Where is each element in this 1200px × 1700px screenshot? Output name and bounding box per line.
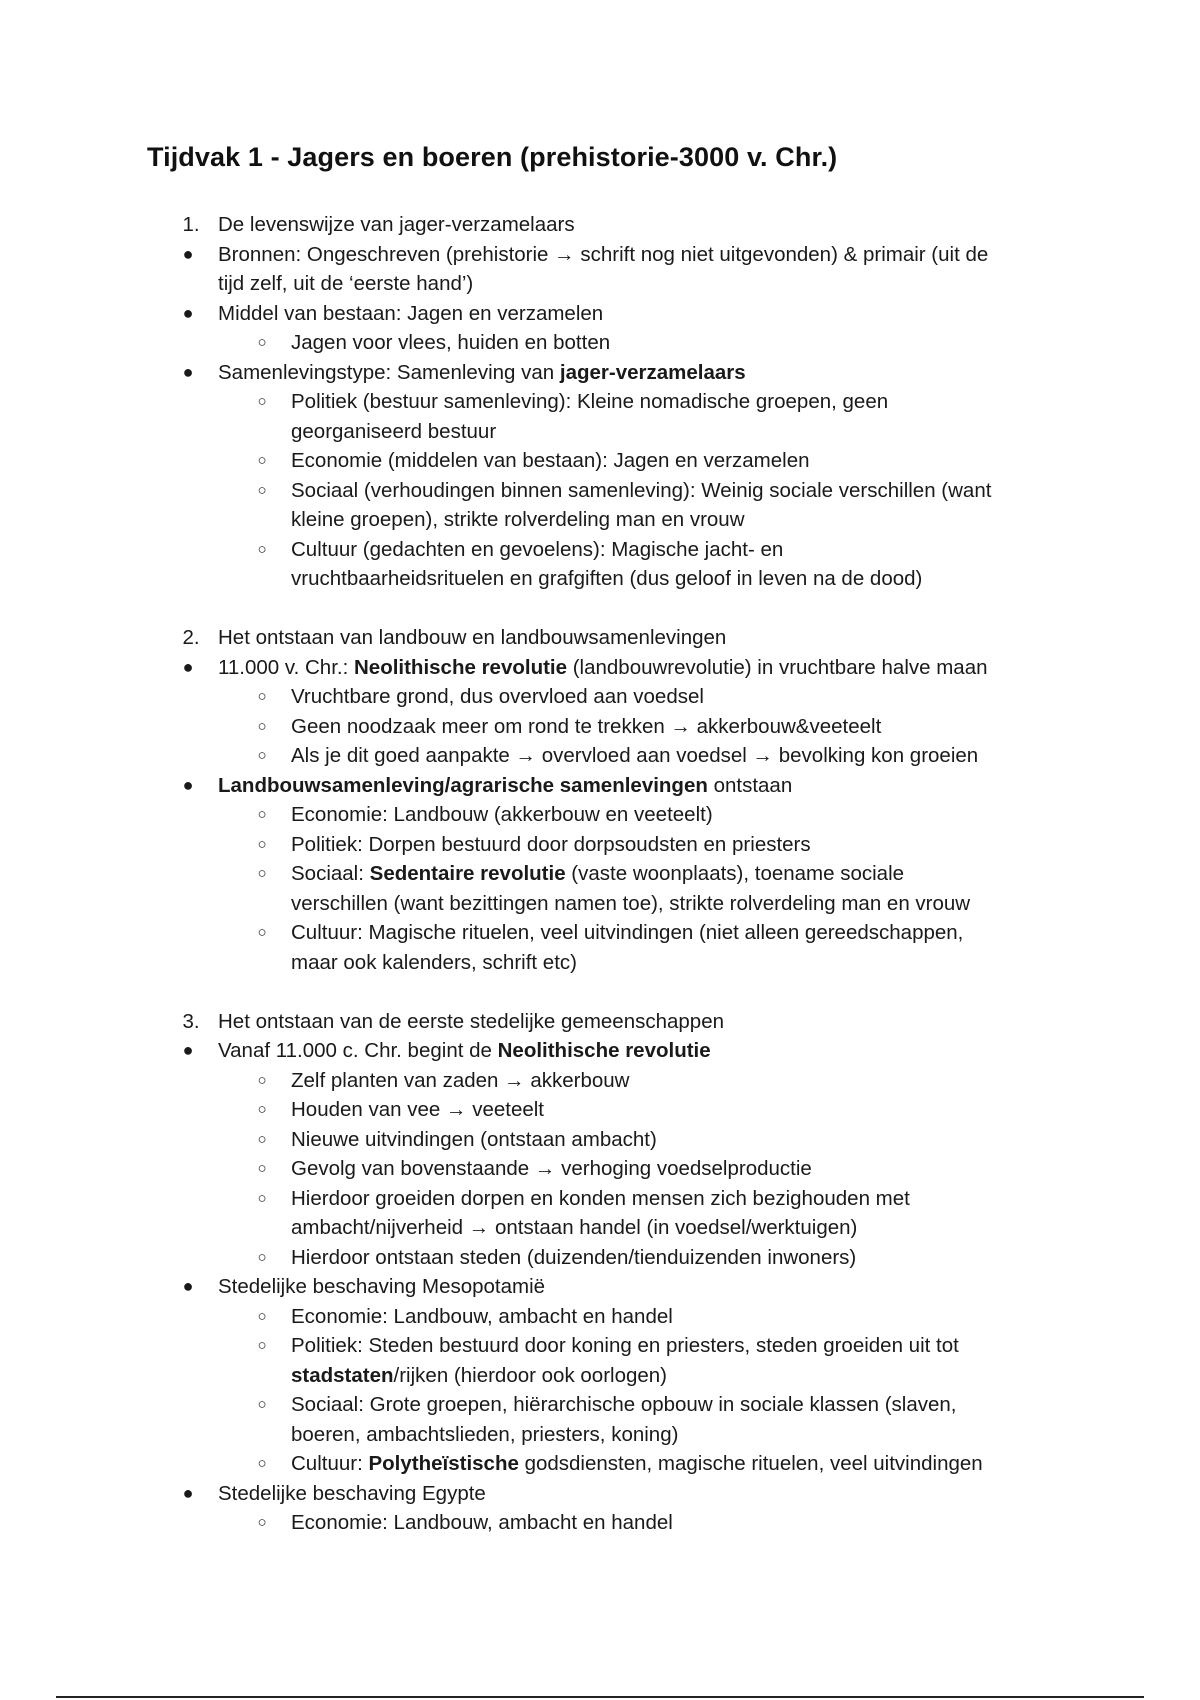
sub-bullet-text: Economie: Landbouw, ambacht en handel: [291, 1511, 673, 1534]
sub-bullet-text: Economie: Landbouw, ambacht en handel: [291, 1304, 673, 1328]
bullet-item: [0, 240, 1200, 299]
sub-bullet-text-line: Politiek: Steden bestuurd door koning en priesters, steden groeiden uit tot: [291, 1334, 959, 1357]
sub-bullet-marker: ○: [257, 1455, 267, 1472]
sub-bullet-item: [0, 446, 1200, 476]
sub-bullet-text: Politiek: Dorpen bestuurd door dorpsoudsten en priesters: [291, 832, 811, 856]
bullet-item: [0, 1479, 1200, 1509]
sub-bullet-text: Houden van vee → veeteelt: [291, 1098, 544, 1121]
list-number: 2.: [182, 626, 200, 649]
sub-bullet-item: [0, 830, 1200, 860]
bullet-text: Middel van bestaan: Jagen en verzamelen: [218, 301, 604, 325]
bold-term: Neolithische revolutie: [497, 1039, 711, 1062]
sub-bullet-text: Economie (middelen van bestaan): Jagen en verzamelen: [291, 449, 810, 472]
bullet-marker: ●: [182, 302, 194, 323]
sub-bullet-item: [0, 535, 1200, 594]
sub-bullet-text: Gevolg van bovenstaande → verhoging voedselproductie: [291, 1157, 812, 1180]
sub-bullet-marker: ○: [257, 1071, 267, 1089]
bullet-marker: ●: [182, 774, 194, 795]
sub-bullet-item: [0, 859, 1200, 918]
bullet-text: ontstaan: [707, 773, 793, 797]
sub-bullet-item: [0, 1508, 1200, 1538]
sub-bullet-text-line: Cultuur (gedachten en gevoelens): Magische jacht- en: [291, 537, 784, 561]
section-heading-text: Het ontstaan van de eerste stedelijke gemeenschappen: [218, 1009, 725, 1033]
sub-bullet-item: [0, 741, 1200, 771]
sub-bullet-text-line: maar ook kalenders, schrift etc): [291, 950, 577, 974]
sub-bullet-text: Geen noodzaak meer om rond te trekken → akkerbouw&veeteelt: [291, 714, 882, 738]
list-number: 3.: [182, 1009, 200, 1033]
sub-bullet-text: Jagen voor vlees, huiden en botten: [291, 331, 611, 354]
list-number: 1.: [182, 213, 200, 236]
sub-bullet-item: [0, 918, 1200, 977]
sub-bullet-text: Nieuwe uitvindingen (ontstaan ambacht): [291, 1127, 657, 1151]
section-spacer: [0, 594, 1200, 624]
bullet-text: Stedelijke beschaving Egypte: [218, 1481, 486, 1505]
bullet-item: [0, 358, 1200, 388]
sub-bullet-marker: ○: [257, 452, 267, 469]
sub-bullet-marker: ○: [257, 334, 267, 351]
sub-bullet-item: [0, 1125, 1200, 1155]
sub-bullet-text: Vruchtbare grond, dus overvloed aan voedsel: [291, 685, 704, 708]
sub-bullet-marker: ○: [257, 1514, 267, 1531]
sub-bullet-marker: ○: [257, 1307, 267, 1325]
bullet-text: Vanaf 11.000 c. Chr. begint de: [218, 1039, 498, 1062]
sub-bullet-text-line: boeren, ambachtslieden, priesters, koning): [291, 1422, 679, 1446]
page-title: Tijdvak 1 - Jagers en boeren (prehistorie-3000 v. Chr.): [147, 142, 838, 172]
sub-bullet-item: [0, 1449, 1200, 1479]
bold-term: Neolithische revolutie: [353, 655, 568, 679]
section-heading: [0, 1007, 1200, 1037]
sub-bullet-text: Cultuur:: [291, 1452, 369, 1475]
bullet-marker: ●: [182, 1482, 194, 1503]
sub-bullet-text: /rijken (hierdoor ook oorlogen): [393, 1363, 668, 1387]
section-spacer: [0, 977, 1200, 1007]
sub-bullet-text-line: ambacht/nijverheid → ontstaan handel (in voedsel/werktuigen): [291, 1216, 858, 1239]
sub-bullet-text: Hierdoor ontstaan steden (duizenden/tienduizenden inwoners): [291, 1245, 857, 1269]
sub-bullet-item: [0, 1066, 1200, 1096]
sub-bullet-text: Zelf planten van zaden → akkerbouw: [291, 1068, 630, 1092]
sub-bullet-item: [0, 1095, 1200, 1125]
bullet-item: [0, 653, 1200, 683]
sub-bullet-item: [0, 1154, 1200, 1184]
bold-term: Landbouwsamenleving/agrarische samenlevingen: [218, 773, 708, 797]
sub-bullet-text: Economie: Landbouw (akkerbouw en veeteelt): [291, 803, 713, 826]
sub-bullet-marker: ○: [257, 1130, 267, 1148]
sub-bullet-item: [0, 800, 1200, 830]
sub-bullet-item: [0, 712, 1200, 742]
sub-bullet-marker: ○: [257, 1337, 267, 1354]
bullet-item: [0, 299, 1200, 329]
sub-bullet-item: [0, 682, 1200, 712]
sub-bullet-item: [0, 1390, 1200, 1449]
sub-bullet-marker: ○: [257, 1101, 267, 1118]
sub-bullet-text: (vaste woonplaats), toename sociale: [565, 862, 905, 885]
bullet-text: 11.000 v. Chr.:: [218, 655, 354, 679]
sub-bullet-marker: ○: [257, 1396, 267, 1413]
sub-bullet-text-line: Politiek (bestuur samenleving): Kleine nomadische groepen, geen: [291, 390, 889, 413]
sub-bullet-text-line: Sociaal (verhoudingen binnen samenleving): Weinig sociale verschillen (want: [291, 478, 992, 502]
bullet-item: [0, 1272, 1200, 1302]
bullet-text: Stedelijke beschaving Mesopotamië: [218, 1275, 546, 1298]
bullet-marker: ●: [182, 656, 194, 677]
bullet-marker: ●: [182, 361, 194, 382]
section-heading: [0, 210, 1200, 240]
sub-bullet-marker: ○: [257, 540, 267, 558]
bullet-text-line: Bronnen: Ongeschreven (prehistorie → schrift nog niet uitgevonden) & primair (uit de: [218, 242, 989, 266]
page-bottom-rule: [56, 1696, 1144, 1698]
sub-bullet-marker: ○: [257, 1160, 267, 1177]
bullet-text: (landbouwrevolutie) in vruchtbare halve maan: [567, 655, 988, 679]
sub-bullet-marker: ○: [257, 393, 267, 410]
sub-bullet-text-line: vruchtbaarheidsrituelen en grafgiften (dus geloof in leven na de dood): [291, 567, 923, 590]
sub-bullet-text: Sociaal:: [291, 862, 370, 885]
bullet-text: Samenlevingstype: Samenleving van: [218, 360, 560, 384]
sub-bullet-marker: ○: [257, 1189, 267, 1207]
sub-bullet-text-line: georganiseerd bestuur: [291, 419, 497, 443]
sub-bullet-marker: ○: [257, 747, 267, 764]
notes-body: [0, 210, 1200, 1538]
bullet-marker: ●: [182, 1040, 194, 1060]
bullet-item: [0, 1036, 1200, 1066]
sub-bullet-marker: ○: [257, 688, 267, 705]
sub-bullet-item: [0, 1184, 1200, 1243]
sub-bullet-text-line: Cultuur: Magische rituelen, veel uitvindingen (niet alleen gereedschappen,: [291, 921, 964, 944]
sub-bullet-item: [0, 1302, 1200, 1332]
bullet-text-line: tijd zelf, uit de ‘eerste hand’): [218, 272, 474, 295]
sub-bullet-text-line: kleine groepen), strikte rolverdeling man en vrouw: [291, 508, 745, 531]
bold-term: stadstaten: [291, 1363, 394, 1387]
section-heading-text: Het ontstaan van landbouw en landbouwsamenlevingen: [218, 626, 727, 649]
sub-bullet-marker: ○: [257, 924, 267, 941]
section-heading-text: De levenswijze van jager-verzamelaars: [218, 213, 575, 236]
sub-bullet-item: [0, 1331, 1200, 1390]
sub-bullet-text-line: Sociaal: Grote groepen, hiërarchische opbouw in sociale klassen (slaven,: [291, 1393, 957, 1416]
section-heading: [0, 623, 1200, 653]
bullet-marker: ●: [182, 1276, 194, 1296]
bold-term: Sedentaire revolutie: [369, 862, 566, 885]
bold-term: jager-verzamelaars: [559, 360, 746, 384]
sub-bullet-text-line: verschillen (want bezittingen namen toe), strikte rolverdeling man en vrouw: [291, 891, 971, 915]
sub-bullet-text-line: Hierdoor groeiden dorpen en konden mensen zich bezighouden met: [291, 1186, 910, 1210]
bold-term: Polytheïstische: [368, 1452, 519, 1475]
sub-bullet-item: [0, 328, 1200, 358]
sub-bullet-marker: ○: [257, 835, 267, 853]
sub-bullet-item: [0, 387, 1200, 446]
bullet-item: [0, 771, 1200, 801]
sub-bullet-text: Als je dit goed aanpakte → overvloed aan voedsel → bevolking kon groeien: [291, 744, 979, 767]
sub-bullet-text: godsdiensten, magische rituelen, veel uitvindingen: [518, 1452, 983, 1475]
sub-bullet-marker: ○: [257, 717, 267, 735]
sub-bullet-marker: ○: [257, 481, 267, 499]
sub-bullet-marker: ○: [257, 865, 267, 882]
sub-bullet-marker: ○: [257, 1248, 267, 1266]
sub-bullet-item: [0, 1243, 1200, 1273]
bullet-marker: ●: [182, 243, 194, 264]
sub-bullet-item: [0, 476, 1200, 535]
sub-bullet-marker: ○: [257, 806, 267, 823]
